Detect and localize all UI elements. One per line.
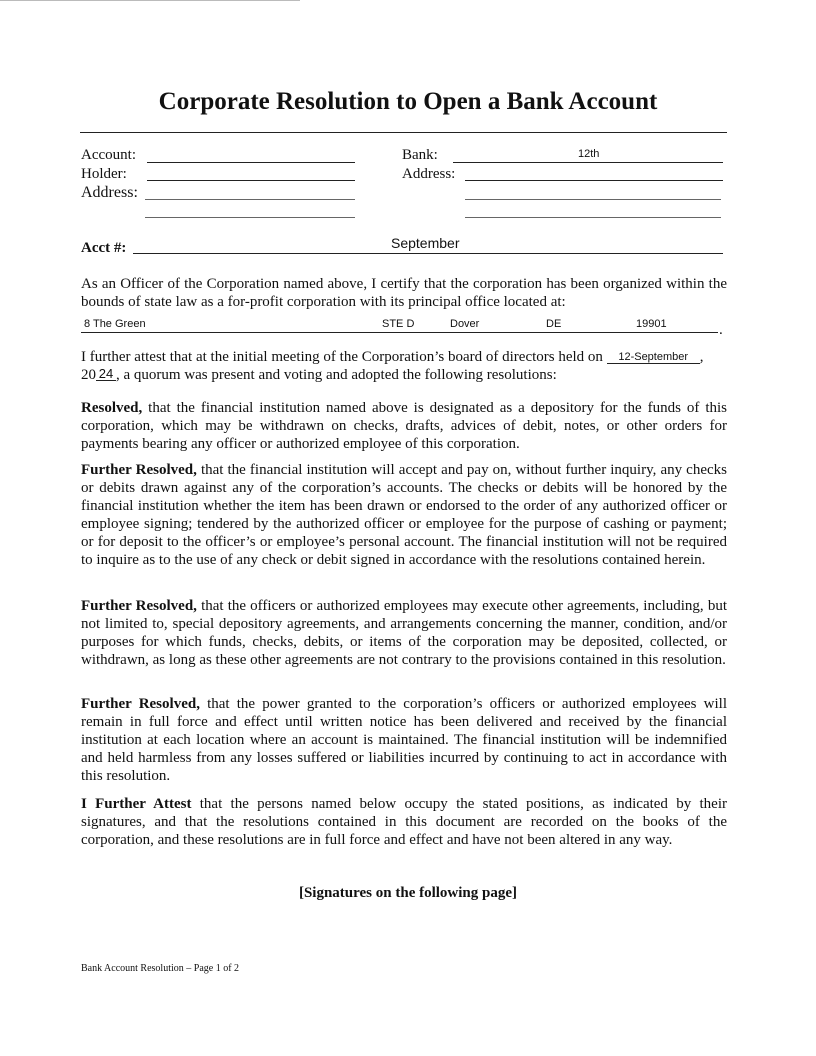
signatures-note: [Signatures on the following page] (298, 885, 518, 901)
further-attest-paragraph (81, 795, 727, 849)
further-resolved-paragraph-1 (81, 461, 727, 569)
bank-address-line-3[interactable] (465, 217, 721, 218)
meeting-date-field[interactable]: 12-September (607, 351, 700, 364)
intro-paragraph: As an Officer of the Corporation named above, I certify that the corporation has been organized within the bounds of state law as a for-profit corporation with its principal office located at: (81, 276, 727, 310)
office-zip: 19901 (636, 318, 667, 330)
holder-field[interactable] (147, 180, 355, 181)
document-title: Corporate Resolution to Open a Bank Account (158, 88, 658, 115)
resolution-text: that the officers or authorized employees may execute other agreements, including, but not limited to, special depository agreements, and arrangements concerning the manner, condition, and/or purposes for which funds, checks, debits, or items of the corporation may be deposited, collected, or withdrawn, as long as these other agreements are not contrary to the provisions contained in this resolution. (81, 598, 727, 668)
bank-address-line-2[interactable] (465, 199, 721, 200)
bank-address-label: Address: (402, 166, 456, 182)
attest-paragraph (81, 348, 727, 384)
holder-address-label: Address: (81, 184, 138, 201)
attest-text-after: , a quorum was present and voting and adopted the following resolutions: (116, 367, 557, 383)
resolution-lead: Resolved, (81, 400, 143, 416)
further-resolved-paragraph-2 (81, 597, 727, 669)
resolution-lead: Further Resolved, (81, 462, 197, 478)
resolution-text: that the power granted to the corporation’s officers or authorized employees will remain in full force and effect until written notice has been delivered and received by the financial institution at each location where an account is maintained. The financial institution will be indemnified and held harmless from any losses suffered or liabilities incurred by continuing to act in accordance with this resolution. (81, 696, 728, 784)
holder-label: Holder: (81, 166, 127, 182)
resolution-lead: I Further Attest (81, 796, 192, 812)
account-field[interactable] (147, 162, 355, 163)
office-address-field[interactable] (81, 332, 718, 333)
meeting-year-field[interactable]: 24 (96, 368, 116, 381)
resolution-paragraph (81, 399, 727, 453)
resolution-lead: Further Resolved, (81, 696, 200, 712)
acct-number-label: Acct #: (81, 240, 127, 256)
office-state: DE (546, 318, 562, 330)
account-label: Account: (81, 147, 136, 163)
acct-number-field[interactable] (133, 253, 723, 254)
office-suite: STE D (382, 318, 415, 330)
further-resolved-paragraph-3 (81, 695, 727, 785)
bank-field[interactable] (453, 162, 723, 163)
bank-value: 12th (578, 148, 600, 160)
title-divider (80, 132, 727, 133)
office-street: 8 The Green (84, 318, 146, 330)
resolution-text: that the persons named below occupy the stated positions, as indicated by their signatures, and that the resolutions contained in this document are recorded on the books of the corporation, and these resolutions are in full force and effect and have not been altered in any way. (81, 796, 727, 848)
resolution-text: that the financial institution will accept and pay on, without further inquiry, any checks or debits drawn against any of the corporation’s accounts. The checks or debits will be honored by the financial institution whether the item has been drawn or endorsed to the order of any authorized officer or employee signing; tendered by the authorized officer or employee for the purpose of cashing or payment; or for deposit to the officer’s or employee’s personal account. The financial institution will not be required to inquire as to the use of any check or debit signed in accordance with the resolutions contained herein. (81, 462, 727, 568)
year-prefix: 20 (81, 367, 96, 383)
office-city: Dover (450, 318, 480, 330)
scan-edge-line (0, 0, 300, 1)
resolution-text: that the financial institution named above is designated as a depository for the funds of this corporation, which may be withdrawn on checks, drafts, advices of debit, notes, or other orders for payments bearing any officer or authorized employee of this corporation. (81, 400, 727, 452)
holder-address-line-2[interactable] (145, 217, 355, 218)
attest-comma: , (699, 349, 704, 365)
page-footer: Bank Account Resolution – Page 1 of 2 (81, 963, 240, 974)
bank-address-line-1[interactable] (465, 180, 723, 181)
acct-number-value: September (391, 235, 460, 251)
bank-label: Bank: (402, 147, 438, 163)
resolution-lead: Further Resolved, (81, 598, 197, 614)
attest-text-before: I further attest that at the initial meeting of the Corporation’s board of directors held on (81, 349, 603, 365)
office-address-period: . (719, 322, 723, 338)
holder-address-line-1[interactable] (145, 199, 355, 200)
